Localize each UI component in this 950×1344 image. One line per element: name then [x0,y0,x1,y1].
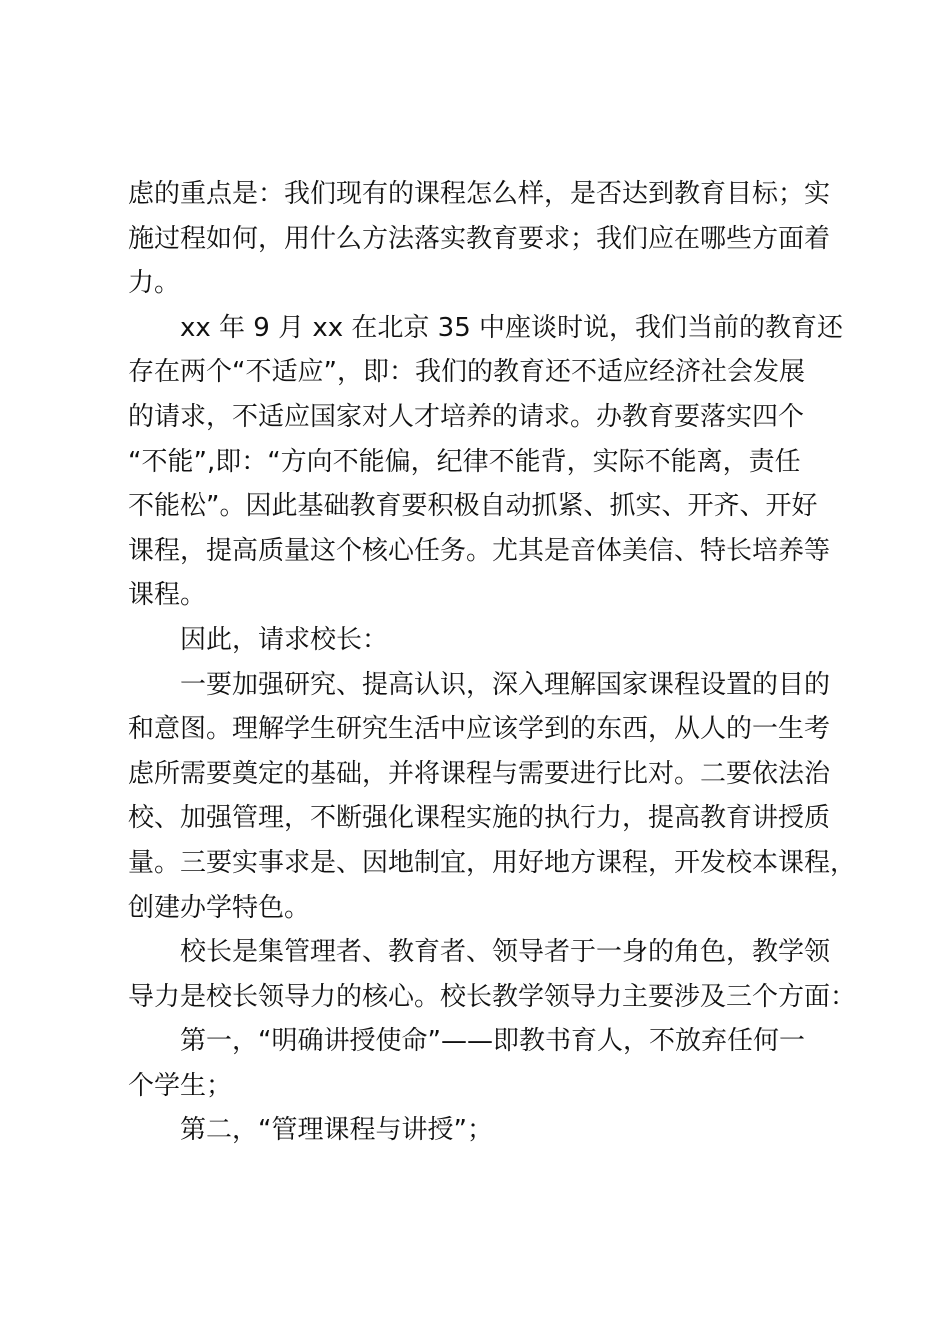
text-line: 导力是校长领导力的核心。校长教学领导力主要涉及三个方面： [128,981,857,1012]
text-line: 一要加强研究、提高认识，深入理解国家课程设置的目的 [180,669,831,700]
text-line: 不能松”。因此基础教育要积极自动抓紧、抓实、开齐、开好 [128,491,818,522]
text-line: 第二，“管理课程与讲授”； [180,1115,493,1146]
text-line: 课程，提高质量这个核心任务。尤其是音体美信、特长培养等 [128,535,831,566]
text-line: 课程。 [128,580,207,611]
text-line: “不能”,即：“方向不能偏，纪律不能背，实际不能离，责任 [128,446,801,477]
text-line: 的请求，不适应国家对人才培养的请求。办教育要落实四个 [128,401,805,432]
text-line: 创建办学特色。 [128,892,311,923]
text-line: 和意图。理解学生研究生活中应该学到的东西，从人的一生考 [128,714,831,745]
text-line: xx 年 9 月 xx 在北京 35 中座谈时说，我们当前的教育还 [180,312,844,343]
text-line: 因此，请求校长： [180,624,389,655]
text-line: 校长是集管理者、教育者、领导者于一身的角色，教学领 [180,937,831,968]
text-line: 第一，“明确讲授使命”——即教书育人，不放弃任何一 [180,1026,805,1057]
text-line: 施过程如何，用什么方法落实教育要求；我们应在哪些方面着 [128,223,831,254]
text-line: 力。 [128,268,181,299]
text-line: 存在两个“不适应”，即：我们的教育还不适应经济社会发展 [128,357,805,388]
text-line: 校、加强管理，不断强化课程实施的执行力，提高教育讲授质 [128,803,831,834]
text-line: 量。三要实事求是、因地制宜，用好地方课程，开发校本课程， [128,847,857,878]
text-line: 个学生； [128,1070,233,1101]
text-line: 虑所需要奠定的基础，并将课程与需要进行比对。二要依法治 [128,758,831,789]
text-line: 虑的重点是：我们现有的课程怎么样，是否达到教育目标；实 [128,179,831,209]
body-text [128,172,857,1153]
